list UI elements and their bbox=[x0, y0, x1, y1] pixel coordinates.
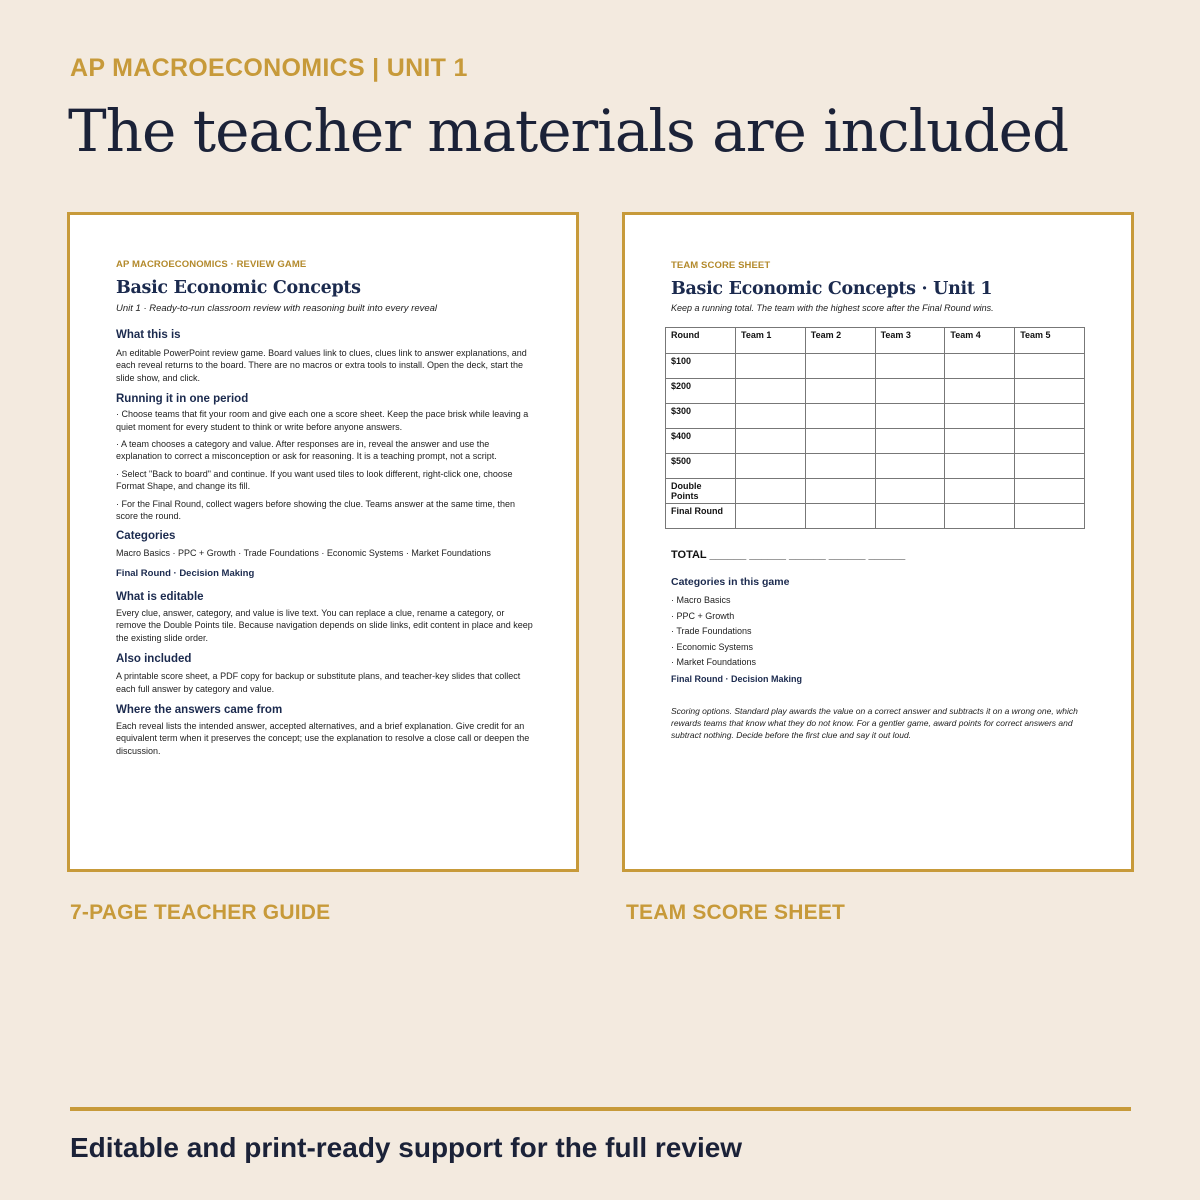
score-cell bbox=[805, 504, 875, 529]
section-text: · For the Final Round, collect wagers before showing the clue. Teams answer at the same time, then score the round. bbox=[116, 498, 516, 522]
score-cell bbox=[875, 479, 945, 504]
row-label: $200 bbox=[666, 379, 736, 404]
score-cell bbox=[875, 429, 945, 454]
final-round-label: Final Round · Decision Making bbox=[671, 673, 803, 684]
category-item: · Economic Systems bbox=[671, 641, 754, 652]
section-text: · Choose teams that fit your room and give each one a score sheet. Keep the pace brisk while leaving a quiet moment for every student to think or write before anyone answers. bbox=[116, 409, 529, 432]
sheet-lower bbox=[671, 549, 1091, 741]
scoring-note: Scoring options. Standard play awards the value on a correct answer and subtracts it on a wrong one, which rewards teams that know what they do not know. For a gentler game, award points for correct answers and subtract nothing. Decide before the first clue and say it out loud. bbox=[671, 705, 1078, 740]
section-text: · A team chooses a category and value. After responses are in, reveal the answer and use the explanation to correct a misconception or ask for reasoning. It is a teaching prompt, not a script. bbox=[116, 439, 497, 462]
guide-subtitle: Unit 1 · Ready-to-run classroom review with reasoning built into every reveal bbox=[116, 303, 438, 314]
score-cell bbox=[1015, 379, 1085, 404]
score-cell bbox=[945, 454, 1015, 479]
section-heading: What is editable bbox=[116, 590, 204, 603]
sheet-kicker: TEAM SCORE SHEET bbox=[671, 260, 771, 271]
score-cell bbox=[875, 454, 945, 479]
column-header: Round bbox=[666, 328, 736, 354]
score-cell bbox=[875, 354, 945, 379]
table-row bbox=[666, 354, 1085, 379]
footer-tagline: Editable and print-ready support for the full review bbox=[70, 1132, 743, 1163]
footer-divider bbox=[70, 1107, 1131, 1111]
eyebrow: AP MACROECONOMICS | UNIT 1 bbox=[70, 54, 468, 82]
category-item: · PPC + Growth bbox=[671, 610, 735, 621]
section-text: Each reveal lists the intended answer, accepted alternatives, and a brief explanation. Give credit for an equivalent term when it preserves the concept; use the explanation to resolve a close call or deepen the discussion. bbox=[116, 720, 530, 756]
section-heading: Also included bbox=[116, 653, 192, 666]
score-cell bbox=[736, 504, 806, 529]
row-label: Double Points bbox=[666, 479, 736, 504]
section-heading: What this is bbox=[116, 329, 181, 341]
section-text: A printable score sheet, a PDF copy for backup or substitute plans, and teacher-key slides that collect each full answer by category and value. bbox=[116, 671, 521, 694]
table-row bbox=[666, 504, 1085, 529]
score-cell bbox=[805, 354, 875, 379]
score-cell bbox=[945, 504, 1015, 529]
section-heading: Running it in one period bbox=[116, 393, 249, 406]
score-sheet-page bbox=[622, 212, 1134, 872]
score-cell bbox=[1015, 404, 1085, 429]
row-label: $100 bbox=[666, 354, 736, 379]
score-cell bbox=[736, 354, 806, 379]
section-text: Macro Basics · PPC + Growth · Trade Foundations · Economic Systems · Market Foundations bbox=[116, 548, 491, 559]
table-header-row bbox=[666, 328, 1085, 354]
score-cell bbox=[736, 429, 806, 454]
score-cell bbox=[736, 454, 806, 479]
score-cell bbox=[805, 479, 875, 504]
column-header: Team 2 bbox=[805, 328, 875, 354]
score-cell bbox=[945, 404, 1015, 429]
column-header: Team 4 bbox=[945, 328, 1015, 354]
score-cell bbox=[736, 379, 806, 404]
category-item: · Macro Basics bbox=[671, 595, 731, 605]
score-cell bbox=[736, 479, 806, 504]
score-cell bbox=[945, 354, 1015, 379]
score-cell bbox=[945, 479, 1015, 504]
row-label: $400 bbox=[666, 429, 736, 454]
score-sheet-label: TEAM SCORE SHEET bbox=[626, 901, 846, 924]
guide-document bbox=[116, 259, 536, 757]
sheet-subtitle: Keep a running total. The team with the highest score after the Final Round wins. bbox=[671, 303, 994, 313]
score-cell bbox=[805, 429, 875, 454]
section-heading: Where the answers came from bbox=[116, 703, 283, 716]
score-cell bbox=[945, 379, 1015, 404]
row-label: $500 bbox=[666, 454, 736, 479]
column-header: Team 1 bbox=[736, 328, 806, 354]
column-header: Team 3 bbox=[875, 328, 945, 354]
score-cell bbox=[805, 454, 875, 479]
section-text: · Select "Back to board" and continue. If you want used tiles to look different, right-click one, choose Format Shape, and change its fill. bbox=[116, 468, 513, 492]
column-header: Team 5 bbox=[1015, 328, 1085, 354]
table-row bbox=[666, 404, 1085, 429]
teacher-guide-label: 7-PAGE TEACHER GUIDE bbox=[70, 901, 331, 924]
table-row bbox=[666, 479, 1085, 504]
score-cell bbox=[875, 404, 945, 429]
page-headline: The teacher materials are included bbox=[68, 97, 1069, 165]
section-text: An editable PowerPoint review game. Board values link to clues, clues link to answer explanations, and each reveal returns to the board. There are no macros or extra tools to install. Open the deck, start the slide show, and click. bbox=[116, 348, 527, 383]
table-row bbox=[666, 379, 1085, 404]
score-cell bbox=[875, 379, 945, 404]
row-label: $300 bbox=[666, 404, 736, 429]
score-cell bbox=[945, 429, 1015, 454]
section-text: Every clue, answer, category, and value is live text. You can replace a clue, rename a category, or remove the Double Points tile. Because navigation depends on slide links, edit content in place and keep the existing slide order. bbox=[116, 607, 533, 643]
section-heading: Categories bbox=[116, 530, 176, 543]
score-cell bbox=[805, 404, 875, 429]
score-cell bbox=[1015, 429, 1085, 454]
score-cell bbox=[1015, 504, 1085, 529]
score-cell bbox=[1015, 479, 1085, 504]
final-round-label: Final Round · Decision Making bbox=[116, 567, 255, 579]
guide-kicker: AP MACROECONOMICS · REVIEW GAME bbox=[116, 259, 307, 270]
score-cell bbox=[1015, 354, 1085, 379]
score-table bbox=[665, 327, 1085, 529]
table-row bbox=[666, 429, 1085, 454]
guide-title: Basic Economic Concepts bbox=[116, 278, 361, 298]
score-cell bbox=[805, 379, 875, 404]
score-cell bbox=[736, 404, 806, 429]
table-row bbox=[666, 454, 1085, 479]
row-label: Final Round bbox=[666, 504, 736, 529]
score-cell bbox=[1015, 454, 1085, 479]
category-item: · Trade Foundations bbox=[671, 626, 752, 636]
teacher-guide-page bbox=[67, 212, 579, 872]
score-cell bbox=[875, 504, 945, 529]
categories-heading: Categories in this game bbox=[671, 576, 790, 588]
sheet-document bbox=[671, 260, 1091, 313]
total-line: TOTAL ______ ______ ______ ______ ______ bbox=[671, 549, 906, 561]
category-item: · Market Foundations bbox=[671, 657, 757, 667]
sheet-title: Basic Economic Concepts · Unit 1 bbox=[671, 279, 993, 299]
